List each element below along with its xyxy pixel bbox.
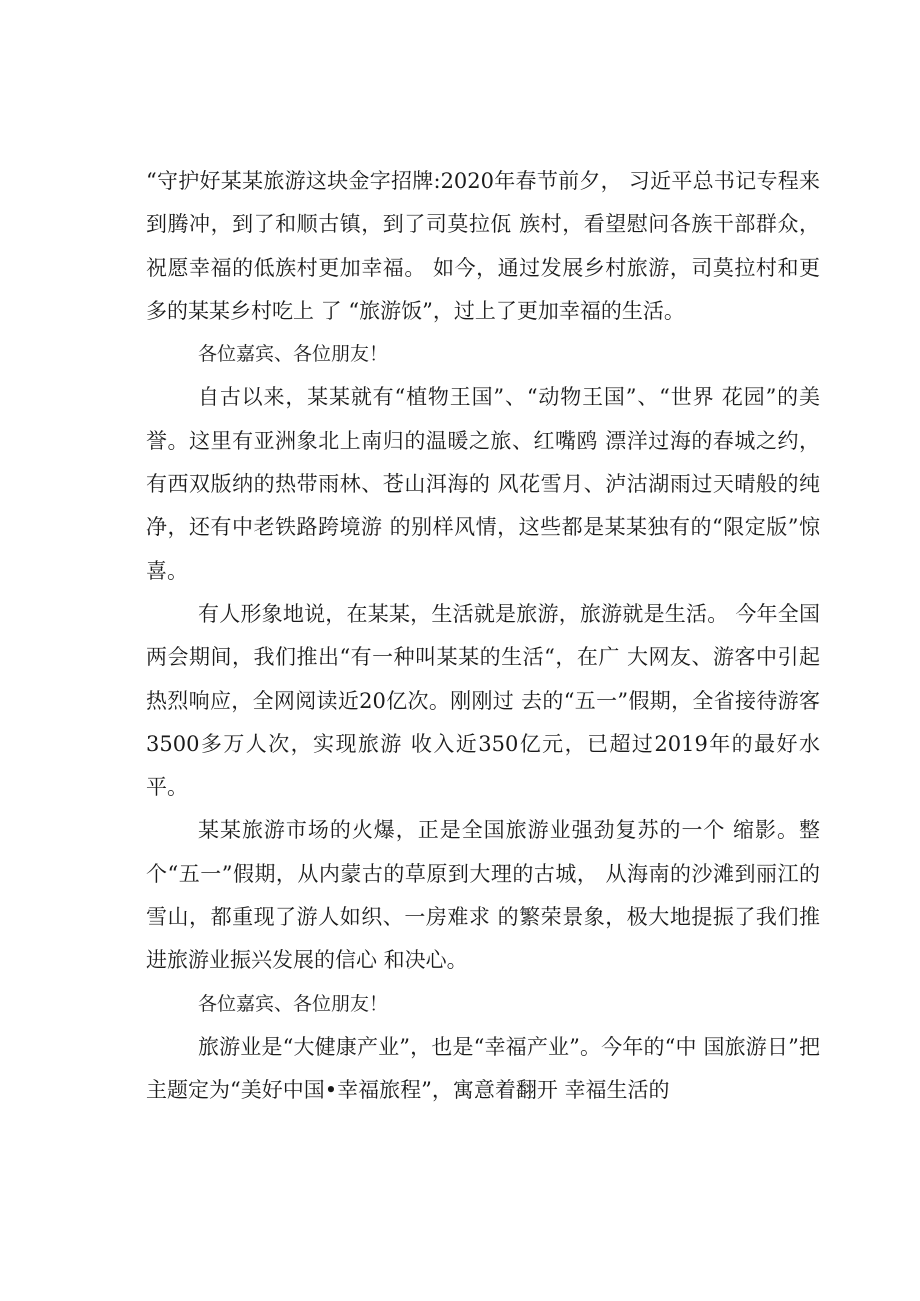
paragraph-4: 有人形象地说，在某某，生活就是旅游，旅游就是生活。 今年全国两会期间，我们推出“有一种叫某某的生活“，在广 大网友、游客中引起热烈响应，全网阅读近20亿次。刚刚过 去的“五一”假期，全省接待游客3500多万人次，实现旅游 收入近350亿元，已超过2019年的最好水平。	[146, 601, 820, 800]
paragraph-7: 旅游业是“大健康产业”，也是“幸福产业”。今年的“中 国旅游日”把主题定为“美好中国•幸福旅程”，寓意着翻开 幸福生活的	[146, 1034, 820, 1103]
paragraph-greeting-1: 各位嘉宾、各位朋友！	[198, 343, 389, 366]
paragraph-greeting-2: 各位嘉宾、各位朋友！	[198, 992, 389, 1015]
paragraph-3: 自古以来，某某就有“植物王国”、“动物王国”、“世界 花园”的美誉。这里有亚洲象北上南归的温暖之旅、红嘴鸥 漂洋过海的春城之约，有西双版纳的热带雨林、苍山洱海的 风花雪月、泸沽湖雨过天晴般的纯净，还有中老铁路跨境游 的别样风情，这些都是某某独有的“限定版”惊喜。	[146, 385, 820, 583]
paragraph-1: “守护好某某旅游这块金字招牌:2020年春节前夕， 习近平总书记专程来到腾冲，到了和顺古镇，到了司莫拉佤 族村，看望慰问各族干部群众，祝愿幸福的低族村更加幸福。 如今，通过发展乡村旅游，司莫拉村和更多的某某乡村吃上 了 “旅游饭”，过上了更加幸福的生活。	[146, 169, 820, 323]
document-body	[146, 160, 820, 1113]
paragraph-5: 某某旅游市场的火爆，正是全国旅游业强劲复苏的一个 缩影。整个“五一”假期，从内蒙古的草原到大理的古城， 从海南的沙滩到丽江的雪山，都重现了游人如织、一房难求 的繁荣景象，极大地提振了我们推进旅游业振兴发展的信心 和决心。	[146, 818, 820, 973]
